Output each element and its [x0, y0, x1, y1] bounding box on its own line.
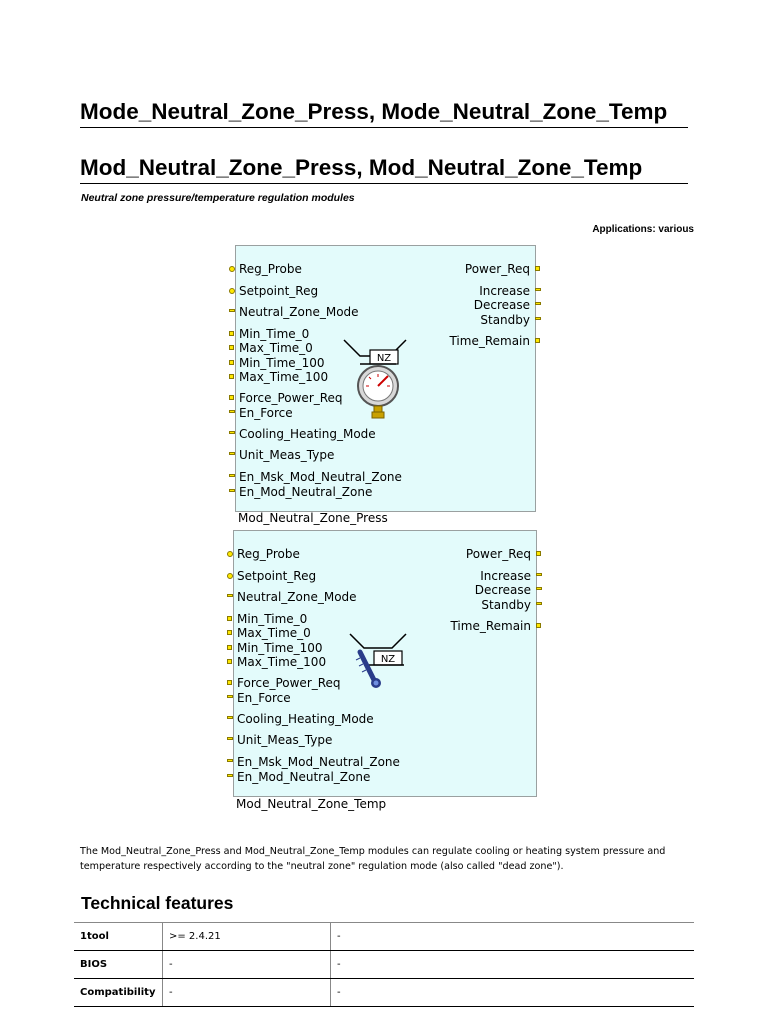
feature-key: BIOS	[74, 951, 163, 979]
press-input-connector[interactable]	[229, 474, 235, 477]
press-input-connector[interactable]	[229, 410, 235, 413]
press-output-connector[interactable]	[535, 288, 541, 291]
temp-input-pin-label: Reg_Probe	[237, 547, 300, 561]
press-icon-text: NZ	[376, 353, 392, 364]
temp-output-pin-label: Increase	[480, 569, 531, 583]
technical-features-heading: Technical features	[81, 893, 234, 913]
applications-label: Applications: various	[592, 224, 694, 235]
feature-extra: -	[331, 951, 695, 979]
temp-output-connector[interactable]	[536, 587, 542, 590]
temp-input-connector[interactable]	[227, 616, 232, 621]
press-input-connector[interactable]	[229, 489, 235, 492]
temp-input-connector[interactable]	[227, 645, 232, 650]
temp-input-pin-label: Min_Time_100	[237, 641, 323, 655]
feature-key: 1tool	[74, 923, 163, 951]
press-input-pin-label: En_Msk_Mod_Neutral_Zone	[239, 470, 402, 484]
temp-input-pin-label: En_Mod_Neutral_Zone	[237, 770, 371, 784]
press-input-connector[interactable]	[229, 374, 234, 379]
press-output-pin-label: Power_Req	[464, 262, 530, 276]
description: The Mod_Neutral_Zone_Press and Mod_Neutral_Zone_Temp modules can regulate cooling or heating system pressure and temperature respectively according to the "neutral zone" regulation mode (also called "dead zone").	[80, 846, 666, 872]
temp-input-connector[interactable]	[227, 737, 233, 740]
feature-extra: -	[331, 923, 695, 951]
temp-input-pin-label: Cooling_Heating_Mode	[237, 712, 374, 726]
press-input-pin-label: Max_Time_100	[239, 370, 329, 384]
table-row	[74, 979, 694, 1007]
feature-extra: -	[331, 979, 695, 1007]
temp-input-pin-label: Max_Time_0	[237, 626, 311, 640]
feature-value: -	[163, 951, 331, 979]
press-input-connector[interactable]	[229, 431, 235, 434]
temp-input-connector[interactable]	[227, 630, 232, 635]
temp-input-pin-label: Force_Power_Req	[237, 676, 341, 690]
temp-input-pin-label: En_Msk_Mod_Neutral_Zone	[237, 755, 400, 769]
press-output-connector[interactable]	[535, 317, 541, 320]
temp-output-connector[interactable]	[536, 551, 541, 556]
thermometer-icon	[344, 630, 424, 690]
temp-output-pin-label: Standby	[481, 598, 531, 612]
feature-value: -	[163, 979, 331, 1007]
press-output-connector[interactable]	[535, 338, 540, 343]
press-input-connector[interactable]	[229, 395, 234, 400]
press-input-connector[interactable]	[229, 288, 235, 294]
press-output-pin-label: Time_Remain	[449, 334, 530, 348]
press-input-pin-label: Force_Power_Req	[239, 391, 343, 405]
temp-icon-text: NZ	[380, 654, 396, 665]
table-row	[74, 951, 694, 979]
temp-output-pin-label: Time_Remain	[450, 619, 531, 633]
press-output-connector[interactable]	[535, 266, 540, 271]
press-input-pin-label: En_Force	[239, 406, 293, 420]
temp-output-pin-label: Decrease	[474, 583, 531, 597]
temp-input-connector[interactable]	[227, 551, 233, 557]
feature-key: Compatibility	[74, 979, 163, 1007]
temp-output-connector[interactable]	[536, 573, 542, 576]
temp-input-connector[interactable]	[227, 594, 233, 597]
temp-input-pin-label: Unit_Meas_Type	[237, 733, 333, 747]
temp-input-connector[interactable]	[227, 774, 233, 777]
press-input-connector[interactable]	[229, 360, 234, 365]
press-input-pin-label: En_Mod_Neutral_Zone	[239, 485, 373, 499]
press-input-connector[interactable]	[229, 345, 234, 350]
table-row	[74, 923, 694, 951]
press-input-connector[interactable]	[229, 331, 234, 336]
temp-output-pin-label: Power_Req	[465, 547, 531, 561]
temp-input-connector[interactable]	[227, 680, 232, 685]
temp-input-pin-label: Min_Time_0	[237, 612, 308, 626]
temp-input-connector[interactable]	[227, 659, 232, 664]
press-input-pin-label: Reg_Probe	[239, 262, 302, 276]
press-input-pin-label: Neutral_Zone_Mode	[239, 305, 359, 319]
section-title: Mod_Neutral_Zone_Press, Mod_Neutral_Zone_Temp	[80, 154, 688, 184]
press-input-pin-label: Min_Time_100	[239, 356, 325, 370]
press-block-name: Mod_Neutral_Zone_Press	[238, 511, 388, 525]
temp-input-connector[interactable]	[227, 759, 233, 762]
press-input-pin-label: Unit_Meas_Type	[239, 448, 335, 462]
press-input-pin-label: Setpoint_Reg	[239, 284, 319, 298]
press-output-pin-label: Increase	[479, 284, 530, 298]
temp-input-connector[interactable]	[227, 716, 233, 719]
temp-output-connector[interactable]	[536, 602, 542, 605]
press-output-connector[interactable]	[535, 302, 541, 305]
feature-value: >= 2.4.21	[163, 923, 331, 951]
press-input-pin-label: Cooling_Heating_Mode	[239, 427, 376, 441]
temp-input-pin-label: Max_Time_100	[237, 655, 327, 669]
press-input-connector[interactable]	[229, 309, 235, 312]
temp-input-pin-label: Setpoint_Reg	[237, 569, 317, 583]
press-input-connector[interactable]	[229, 266, 235, 272]
press-output-pin-label: Decrease	[473, 298, 530, 312]
temp-input-connector[interactable]	[227, 695, 233, 698]
pressure-gauge-icon	[336, 334, 416, 424]
press-input-connector[interactable]	[229, 452, 235, 455]
subtitle: Neutral zone pressure/temperature regulation modules	[81, 192, 355, 204]
temp-block-name: Mod_Neutral_Zone_Temp	[236, 797, 387, 811]
temp-input-pin-label: En_Force	[237, 691, 291, 705]
temp-input-pin-label: Neutral_Zone_Mode	[237, 590, 357, 604]
temp-output-connector[interactable]	[536, 623, 541, 628]
press-output-pin-label: Standby	[480, 313, 530, 327]
technical-features-table	[74, 922, 694, 1007]
press-input-pin-label: Max_Time_0	[239, 341, 313, 355]
page-title: Mode_Neutral_Zone_Press, Mode_Neutral_Zone_Temp	[80, 98, 688, 128]
temp-input-connector[interactable]	[227, 573, 233, 579]
press-input-pin-label: Min_Time_0	[239, 327, 310, 341]
